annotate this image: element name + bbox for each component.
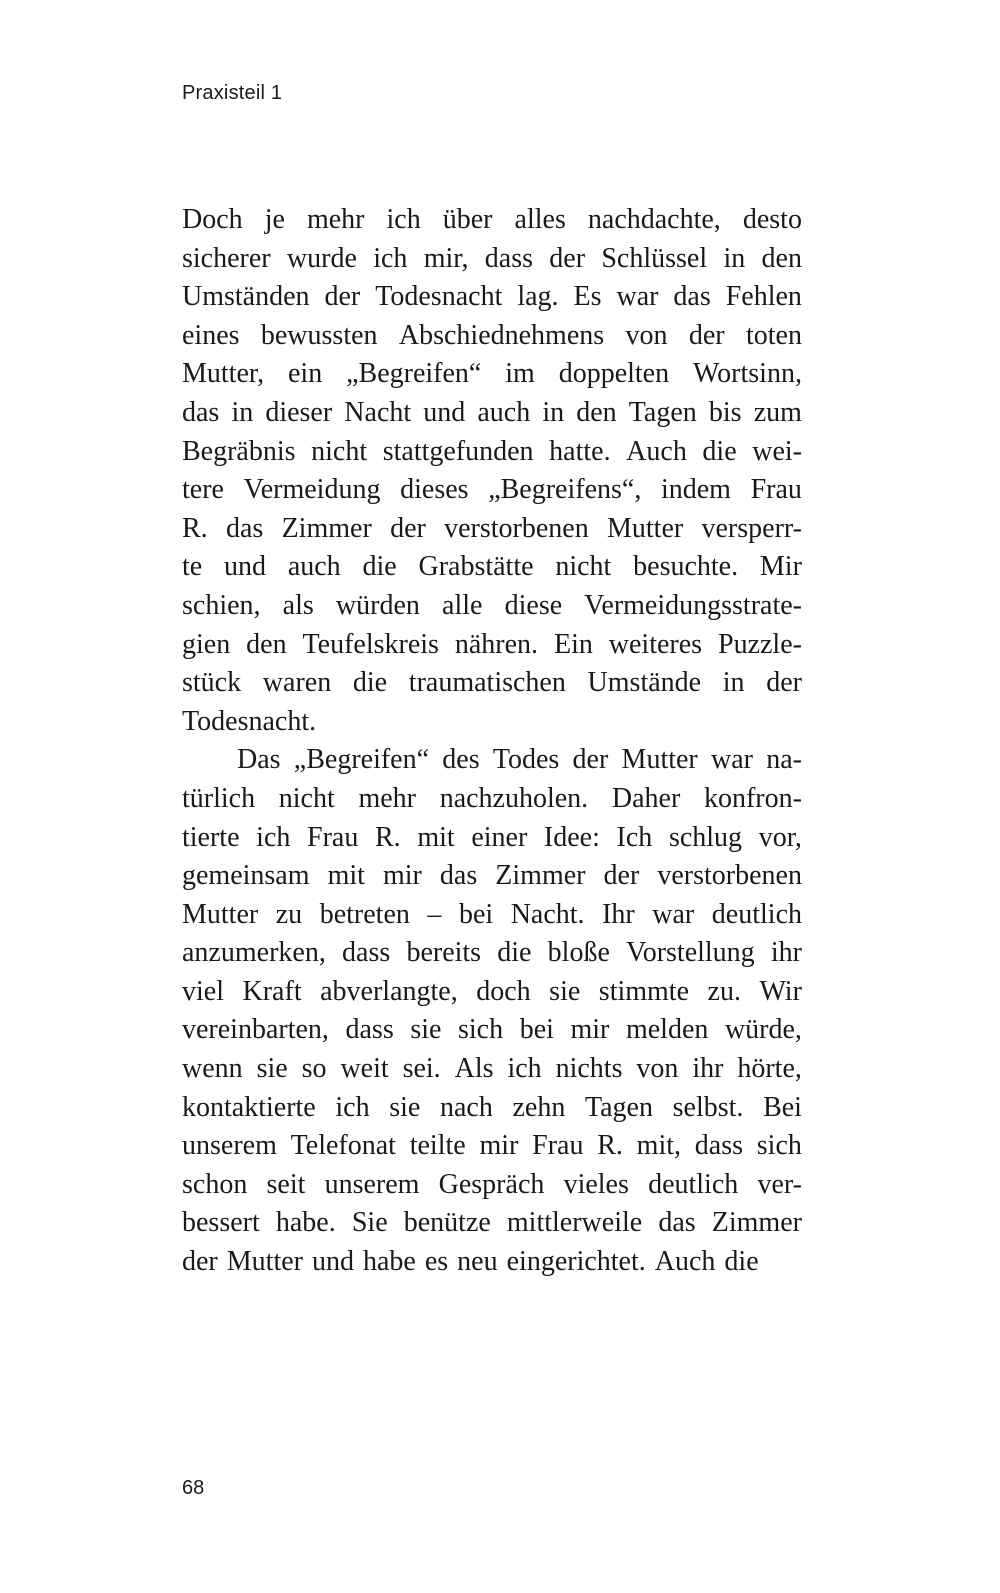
text-line: gemeinsam mit mir das Zimmer der verstorbenen — [182, 860, 802, 892]
text-line: das in dieser Nacht und auch in den Tagen bis zum — [182, 396, 802, 428]
text-line: Mutter, ein „Begreifen“ im doppelten Wortsinn, — [182, 358, 802, 390]
text-line: Mutter zu betreten – bei Nacht. Ihr war deutlich — [182, 898, 802, 930]
text-line: Umständen der Todesnacht lag. Es war das Fehlen — [182, 281, 802, 313]
text-line: gien den Teufelskreis nähren. Ein weiteres Puzzle- — [182, 628, 802, 660]
text-line: vereinbarten, dass sie sich bei mir melden würde, — [182, 1014, 802, 1046]
text-line: tierte ich Frau R. mit einer Idee: Ich schlug vor, — [182, 821, 802, 853]
text-line: türlich nicht mehr nachzuholen. Daher konfron- — [182, 782, 802, 814]
text-line: Das „Begreifen“ des Todes der Mutter war na- — [237, 744, 802, 776]
text-line: Doch je mehr ich über alles nachdachte, desto — [182, 204, 802, 235]
text-line: Todesnacht. — [182, 705, 317, 737]
text-line: te und auch die Grabstätte nicht besuchte. Mir — [182, 551, 802, 583]
text-line: schon seit unserem Gespräch vieles deutlich ver- — [182, 1168, 802, 1200]
text-line: unserem Telefonat teilte mir Frau R. mit, dass sich — [182, 1130, 802, 1162]
text-line: R. das Zimmer der verstorbenen Mutter versperr- — [182, 512, 802, 544]
text-line: bessert habe. Sie benütze mittlerweile das Zimmer — [182, 1207, 802, 1239]
text-line: anzumerken, dass bereits die bloße Vorstellung ihr — [182, 937, 802, 969]
text-line: der Mutter und habe es neu eingerichtet. Auch die — [182, 1246, 759, 1278]
text-line: sicherer wurde ich mir, dass der Schlüssel in den — [182, 242, 802, 274]
page-number: 68 — [182, 1477, 205, 1499]
text-line: kontaktierte ich sie nach zehn Tagen selbst. Bei — [182, 1091, 802, 1123]
text-line: Begräbnis nicht stattgefunden hatte. Auch die wei- — [182, 435, 802, 467]
text-line: viel Kraft abverlangte, doch sie stimmte zu. Wir — [182, 975, 802, 1007]
text-line: stück waren die traumatischen Umstände in der — [182, 667, 802, 699]
running-head: Praxisteil 1 — [182, 82, 283, 104]
body-text — [182, 201, 802, 1282]
text-line: eines bewussten Abschiednehmens von der toten — [182, 319, 802, 351]
text-line: tere Vermeidung dieses „Begreifens“, indem Frau — [182, 474, 802, 506]
text-line: schien, als würden alle diese Vermeidungsstrate- — [182, 589, 802, 621]
text-line: wenn sie so weit sei. Als ich nichts von ihr hörte, — [182, 1053, 802, 1085]
